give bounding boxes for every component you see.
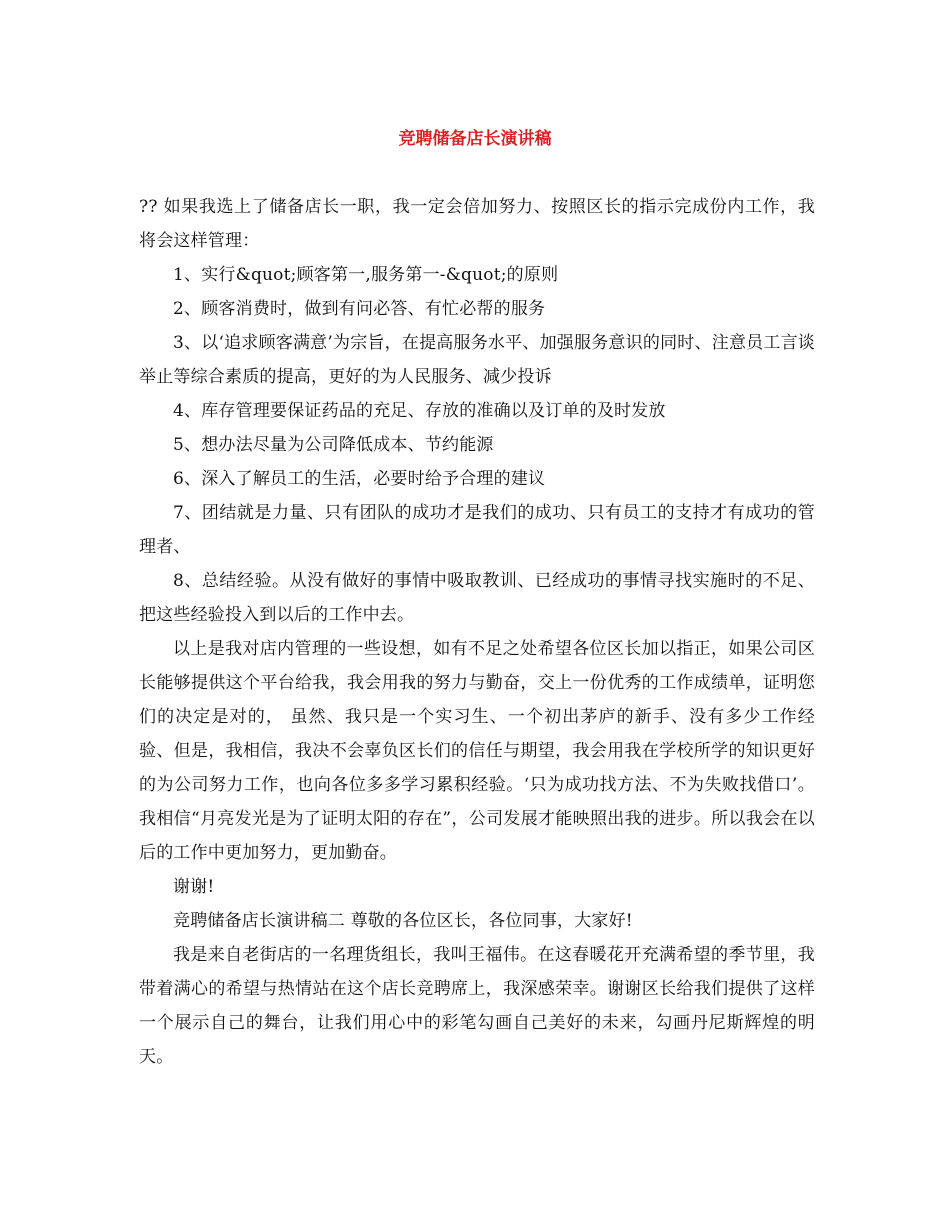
paragraph-intro: ?? 如果我选上了储备店长一职，我一定会倍加努力、按照区长的指示完成份内工作，我将会这样管理： [139,197,815,251]
paragraph-summary: 以上是我对店内管理的一些设想，如有不足之处希望各位区长加以指正，如果公司区长能够提供这个平台给我，我会用我的努力与勤奋，交上一份优秀的工作成绩单，证明您们的决定是对的， 虽然、我只是一个实习生、一个初出茅庐的新手、没有多少工作经验、但是，我相信，我决不会辜负区长们的信任与期望，我会用我在学校所学的知识更好的为公司努力工作，也向各位多多学习累积经验。‘只为成功找方法、不为失败找借口’。我相信“月亮发光是为了证明太阳的存在”，公司发展才能映照出我的进步。所以我会在以后的工作中更加努力，更加勤奋。 [139,639,815,863]
paragraph-item-8: 8、总结经验。从没有做好的事情中吸取教训、已经成功的事情寻找实施时的不足、把这些经验投入到以后的工作中去。 [139,571,815,625]
paragraph-speech-two-heading: 竞聘储备店长演讲稿二 尊敬的各位区长，各位同事，大家好! [173,911,633,931]
paragraph-item-3: 3、以‘追求顾客满意’为宗旨，在提高服务水平、加强服务意识的同时、注意员工言谈举止等综合素质的提高，更好的为人民服务、减少投诉 [139,333,815,387]
paragraph-thanks: 谢谢! [173,877,215,897]
paragraph-speech-two-intro: 我是来自老街店的一名理货组长，我叫王福伟。在这春暖花开充满希望的季节里，我带着满心的希望与热情站在这个店长竞聘席上，我深感荣幸。谢谢区长给我们提供了这样一个展示自己的舞台，让我们用心中的彩笔勾画自己美好的未来，勾画丹尼斯辉煌的明天。 [139,945,815,1067]
document-body [139,190,815,1074]
paragraph-item-7: 7、团结就是力量、只有团队的成功才是我们的成功、只有员工的支持才有成功的管理者、 [139,503,815,557]
paragraph-item-2: 2、顾客消费时，做到有问必答、有忙必帮的服务 [173,299,546,319]
paragraph-item-4: 4、库存管理要保证药品的充足、存放的准确以及订单的及时发放 [173,401,666,421]
paragraph-item-6: 6、深入了解员工的生活，必要时给予合理的建议 [173,469,546,489]
paragraph-item-5: 5、想办法尽量为公司降低成本、节约能源 [173,435,494,455]
paragraph-item-1: 1、实行&quot;顾客第一,服务第一-&quot;的原则 [173,265,559,285]
document-title: 竞聘储备店长演讲稿 [398,129,552,149]
